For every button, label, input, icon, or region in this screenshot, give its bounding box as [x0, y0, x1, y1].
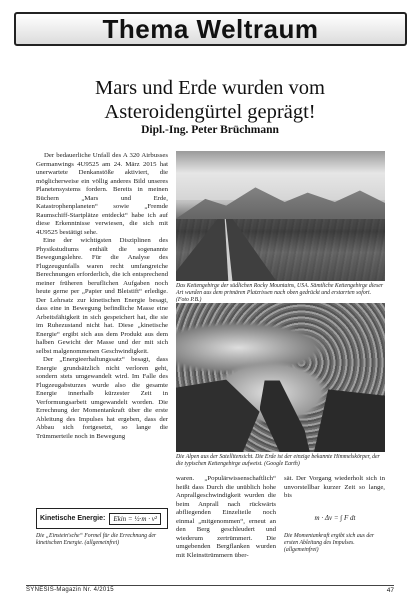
text-column-left [36, 152, 168, 441]
momentum-formula: m · Δv = ∫ F dt [314, 514, 356, 522]
section-title: Thema Weltraum [102, 13, 319, 44]
paragraph: Der „Energieerhaltungssatz“ besagt, dass Energie grundsätzlich nicht verloren geht, sondern stets umgewandelt wird. Im Falle des Flugzeugabsturzes wurde also die gesamte Energie innerhalb kürzester Zeit in Verformungsarbeit umgewandelt worden. Die Errechnung der Momentankraft über die erste Ableitung des Impulses hat ergeben, dass der Abbau sich fortgesetzt, so lange die Trümmerteile noch in Bewegung [36, 356, 168, 440]
formula-label: Kinetische Energie: [40, 515, 106, 522]
formula-caption: Die Momentankraft ergibt sich aus der ersten Ableitung des Impulses. (allgemeinfrei) [284, 533, 375, 553]
article-title [40, 76, 380, 124]
article-title-line1: Mars und Erde wurden vom [94, 77, 325, 99]
paragraph: waren. „Populärwissenschaftlich“ heißt dass Durch die unüblich hohe Anprallgeschwindigkeit wurden die beim Anprall nach rückwärts abfliegenden Einzelteile noch einmal „mitgenommen“, erneut an den Berg geschleudert und wiederum zertrümmert. Die umgebenden Bergflanken wurden mit Kleinsttrümmern über- [176, 475, 276, 559]
text-column-right [284, 475, 385, 501]
section-header [14, 12, 407, 46]
rocky-mountains-photo [176, 151, 385, 281]
magazine-footer: SYNESIS-Magazin Nr. 4/2015 [26, 587, 114, 593]
alps-satellite-photo [176, 303, 385, 452]
article-title-line2: Asteroidengürtel geprägt! [104, 101, 316, 123]
photo-caption: Die Alpen aus der Satellitensicht. Die Erde ist der einzige bekannte Himmelskörper, der die typischen Kettengebirge aufweist. (Google Earth) [176, 454, 380, 467]
article-author: Dipl.-Ing. Peter Brüchmann [141, 124, 279, 136]
footer-divider [26, 585, 394, 586]
formula-expression: Ekin = ½·m · v² [109, 513, 161, 525]
page-number: 47 [386, 587, 394, 594]
kinetic-energy-formula [36, 508, 168, 529]
photo-caption: Das Kettengebirge der südlichen Rocky Mountains, USA. Sämtliche Kettengebirge dieser Art wurden aus dem primären Platzrissen nach oben gedrückt und erstarrten sofort. (Foto P.B.) [176, 283, 384, 303]
text-column-middle [176, 475, 276, 560]
paragraph: Der bedauerliche Unfall des A 320 Airbusses Germanwings 4U9525 am 24. März 2015 hat unerwartete Denkanstöße aktiviert, die möglicherweise ein völlig anderes Bild unseres Planetensystems fordern. Bereits in meinen Büchern „Mars und Erde, Katastrophenplaneten“ sowie „Fremde Raumschiff-Startplätze entdeckt“ habe ich auf diese Erkenntnisse verwiesen, die sich mit 4U9525 bestätigt sehe. [36, 152, 168, 236]
paragraph: sät. Der Vorgang wiederholt sich in unvorstellbar kurzer Zeit so lange, bis [284, 475, 385, 499]
formula-caption: Die „Einstein'sche“ Formel für die Errechnung der kinetischen Energie. (allgemeinfrei) [36, 533, 157, 546]
paragraph: Eine der wichtigsten Disziplinen des Physikstudiums enthält die sogenannte Bewegungslehre. Für die Analyse des Flugzeugunfalls waren recht umfangreiche Berechnungen erforderlich, die ich entsprechend meiner früheren beruflichen Aufgaben noch heute gerne per „Papier und Bleistift“ erledige. Der Lehrsatz zur kinetischen Energie besagt, dass eine in Bewegung befindliche Masse eine Arbeitsfähigkeit in sich gespeichert hat, die sie im Ruhezustand nicht hat. Diese „kinetische Energie“ ergibt sich aus dem Produkt aus dem halben Gewicht der Masse und der mit sich selbst malgenommenen Geschwindigkeit. [36, 237, 168, 355]
